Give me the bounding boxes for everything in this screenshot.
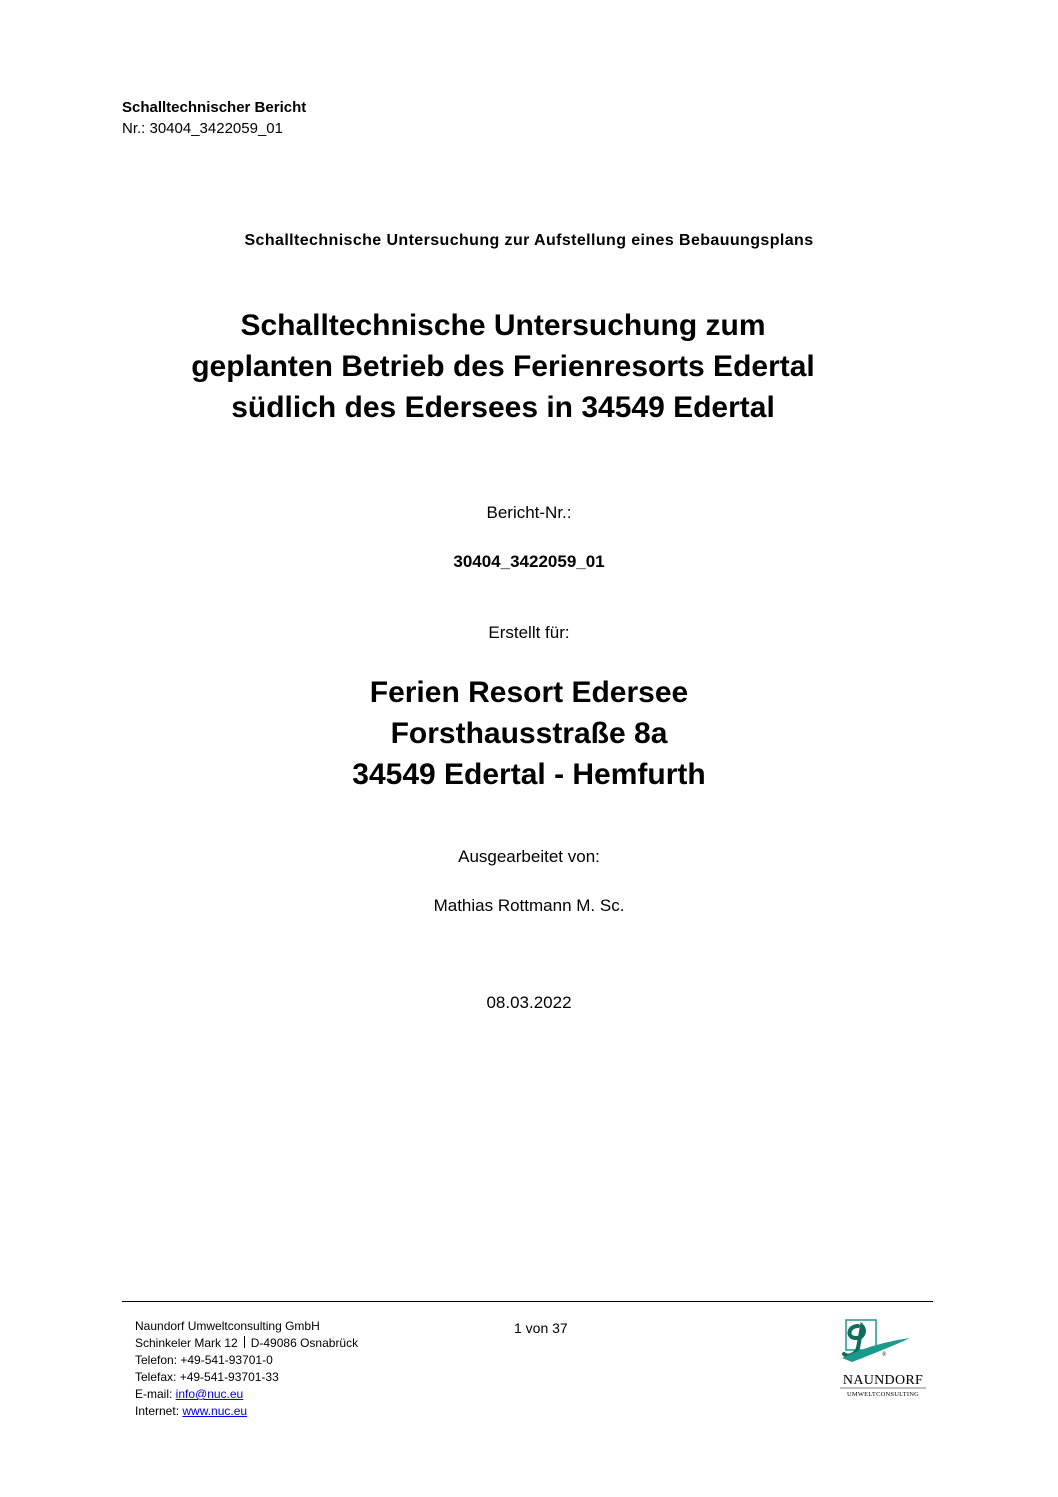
author-label: Ausgearbeitet von:	[458, 847, 600, 866]
client-street: Forsthausstraße 8a	[390, 717, 668, 750]
main-title-line-3: südlich des Edersees in 34549 Edertal	[231, 391, 775, 424]
web-label: Internet:	[135, 1404, 183, 1418]
company-address	[135, 1335, 358, 1352]
client-name: Ferien Resort Edersee	[369, 676, 689, 709]
report-date: 08.03.2022	[486, 993, 572, 1012]
company-email-row	[135, 1386, 358, 1403]
company-street: Schinkeler Mark 12	[135, 1336, 238, 1350]
report-no-label: Bericht-Nr.:	[486, 503, 572, 522]
company-phone: Telefon: +49-541-93701-0	[135, 1353, 273, 1367]
subtitle: Schalltechnische Untersuchung zur Aufstellung eines Bebauungsplans	[244, 232, 814, 249]
company-web-row	[135, 1403, 358, 1420]
logo-subtext: UMWELTCONSULTING	[846, 1391, 920, 1398]
client-address	[0, 672, 1058, 795]
company-name: Naundorf Umweltconsulting GmbH	[135, 1319, 320, 1333]
naundorf-logo	[838, 1314, 928, 1409]
company-city: D-49086 Osnabrück	[250, 1336, 359, 1350]
report-type: Schalltechnischer Bericht	[122, 99, 307, 116]
company-fax: Telefax: +49-541-93701-33	[135, 1370, 279, 1384]
main-title	[0, 305, 1006, 428]
main-title-line-2: geplanten Betrieb des Ferienresorts Edertal	[191, 350, 815, 383]
logo-registered: ®	[882, 1352, 887, 1358]
report-no-value: 30404_3422059_01	[453, 552, 605, 571]
footer-company-info	[135, 1318, 358, 1420]
client-label: Erstellt für:	[488, 623, 570, 642]
address-separator	[244, 1336, 245, 1348]
email-label: E-mail:	[135, 1387, 176, 1401]
client-city: 34549 Edertal - Hemfurth	[352, 758, 706, 791]
email-link[interactable]: info@nuc.eu	[175, 1387, 244, 1401]
footer-divider	[122, 1301, 933, 1302]
logo-name: NAUNDORF	[842, 1373, 924, 1388]
page-number: 1 von 37	[514, 1320, 568, 1336]
web-link[interactable]: www.nuc.eu	[182, 1404, 248, 1418]
report-number-header: Nr.: 30404_3422059_01	[122, 120, 283, 137]
main-title-line-1: Schalltechnische Untersuchung zum	[240, 309, 766, 342]
author-name: Mathias Rottmann M. Sc.	[433, 896, 625, 915]
